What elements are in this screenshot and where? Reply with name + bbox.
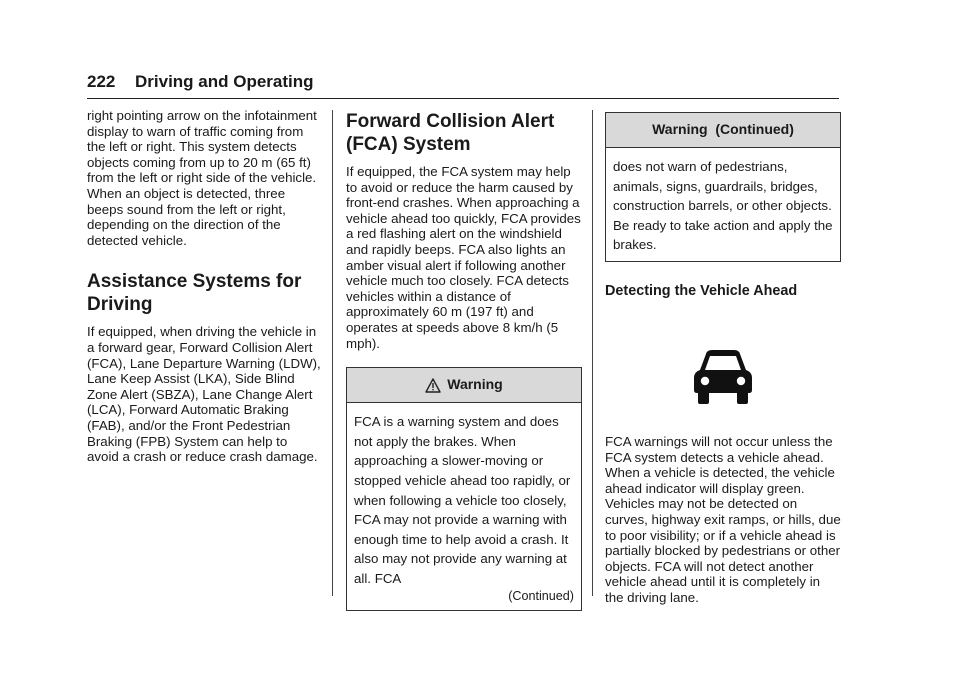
warning-body <box>347 403 581 610</box>
fca-heading: Forward Collision Alert (FCA) System <box>346 111 555 155</box>
assistance-paragraph: If equipped, when driving the vehicle in a forward gear, Forward Collision Alert (FCA), Lane Departure Warning (LDW), Lane Keep Assist (LKA), Side Blind Zone Alert (SBZA), Lane Change Alert (LCA), Forward Automatic Braking (FAB), and/or the Front Pedestrian Braking (FPB) System can help to avoid a crash or reduce crash damage. <box>87 324 321 465</box>
warning-continued-text: does not warn of pedestrians, animals, signs, guardrails, bridges, construction barrels, or other objects. Be ready to take action and apply the brakes. <box>613 159 833 253</box>
warning-header <box>347 368 581 403</box>
continued-label: (Continued) <box>508 589 574 604</box>
column-3 <box>605 108 841 606</box>
warning-continued-header <box>606 113 840 148</box>
column-divider-2 <box>592 110 593 596</box>
warning-title: Warning <box>447 376 503 393</box>
warning-continued-title: Warning (Continued) <box>652 121 794 138</box>
warning-box <box>346 367 582 611</box>
fca-paragraph: If equipped, the FCA system may help to avoid or reduce the harm caused by front-end crashes. When approaching a vehicle ahead too quickly, FCA provides a red flashing alert on the windshield and rapidly beeps. FCA also lights an amber visual alert if following another vehicle much too closely. FCA detects vehicles within a distance of approximately 60 m (197 ft) and operates at speeds above 8 km/h (5 mph). <box>346 164 581 351</box>
vehicle-ahead-icon <box>692 348 754 406</box>
assistance-heading: Assistance Systems for Driving <box>87 271 302 316</box>
detecting-heading: Detecting the Vehicle Ahead <box>605 282 798 299</box>
warning-continued-box <box>605 112 841 262</box>
warning-triangle-icon <box>425 378 441 393</box>
warning-continued-body <box>606 148 840 261</box>
page-header <box>87 68 839 99</box>
column-divider-1 <box>332 110 333 596</box>
warning-text: FCA is a warning system and does not apply the brakes. When approaching a slower-moving or stopped vehicle ahead too rapidly, or when following a vehicle too closely, FCA may not provide a warning with enough time to help avoid a crash. It also may not provide any warning at all. FCA <box>354 414 571 586</box>
column-2 <box>346 108 582 611</box>
intro-paragraph: right pointing arrow on the infotainment display to warn of traffic coming from the left or right. This system detects objects coming from up to 20 m (65 ft) from the left or right side of the vehicle. When an object is detected, three beeps sound from the left or right, depending on the direction of the detected vehicle. <box>87 108 317 248</box>
section-title: Driving and Operating <box>135 72 314 91</box>
column-1 <box>87 108 321 465</box>
page-number: 222 <box>87 72 116 91</box>
detecting-paragraph: FCA warnings will not occur unless the FCA system detects a vehicle ahead. When a vehicle is detected, the vehicle ahead indicator will display green. Vehicles may not be detected on curves, highway exit ramps, or hills, due to poor visibility; or if a vehicle ahead is partially blocked by pedestrians or other objects. FCA will not detect another vehicle ahead until it is completely in the driving lane. <box>605 433 841 605</box>
